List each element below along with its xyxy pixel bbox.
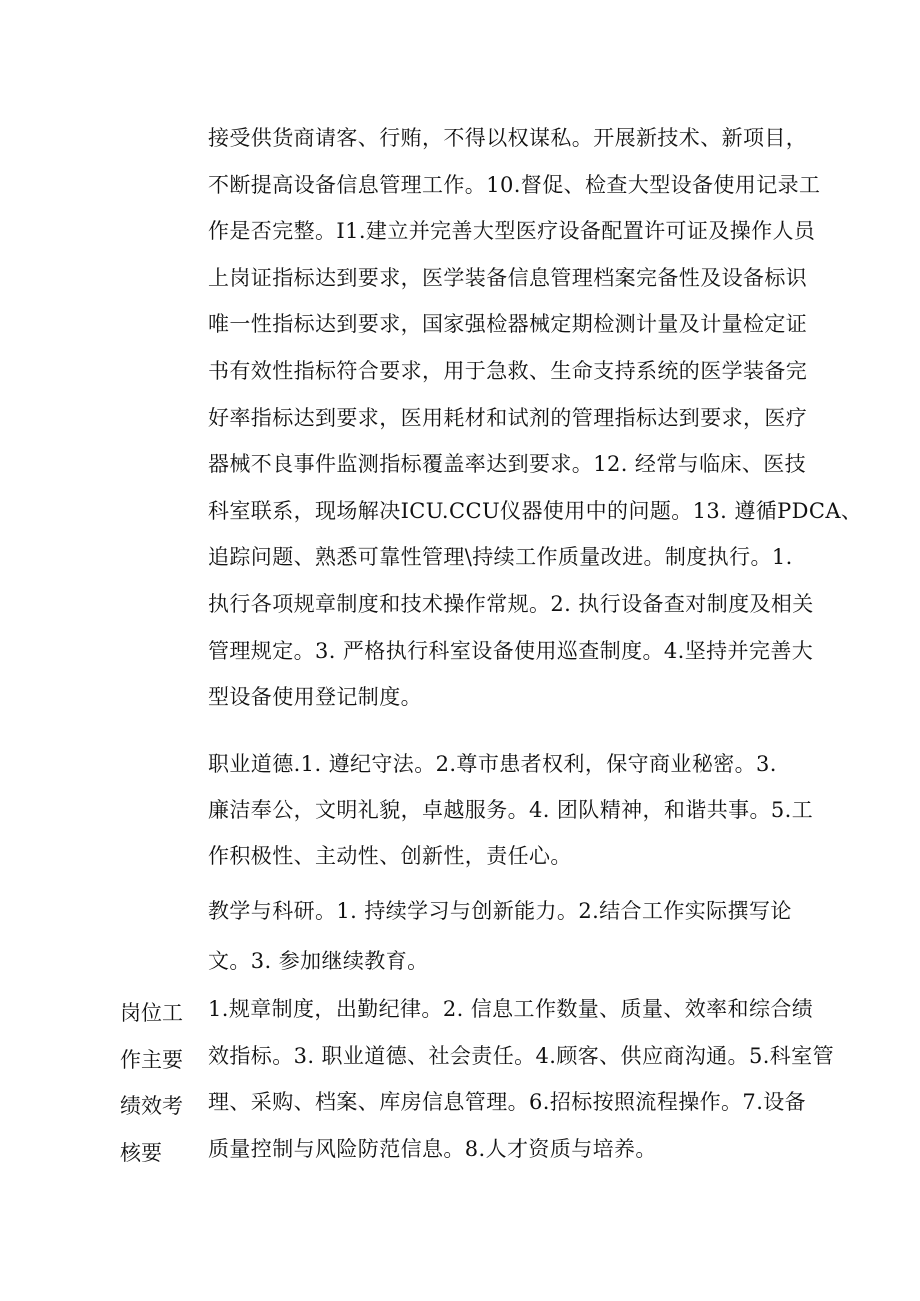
body-line: 书有效性指标符合要求，用于急救、生命支持系统的医学装备完	[208, 358, 808, 383]
body-line: 器械不良事件监测指标覆盖率达到要求。12. 经常与临床、医技	[208, 452, 807, 477]
duties-section	[208, 115, 863, 721]
body-line: 作积极性、主动性、创新性，责任心。	[208, 844, 572, 868]
label-line: 核要	[120, 1140, 162, 1165]
body-line: 效指标。3. 职业道德、社会责任。4.顾客、供应商沟通。5.科室管	[208, 1043, 834, 1068]
body-text: 1.	[771, 545, 793, 570]
body-text: .1. 遵纪守法。2.尊市患者权利，保守商业秘密。3.	[293, 752, 777, 776]
body-line: 管理规定。3. 严格执行科室设备使用巡查制度。4.坚持并完善大	[208, 638, 814, 663]
label-line: 作主要	[120, 1047, 183, 1072]
body-line: 1.规章制度，出勤纪律。2. 信息工作数量、质量、效率和综合绩	[208, 997, 814, 1021]
body-line-with-heading	[208, 534, 818, 581]
performance-row-label	[120, 990, 200, 1176]
ethics-section	[208, 741, 818, 879]
body-line: 质量控制与风险防范信息。8.人才资质与培养。	[208, 1136, 657, 1161]
label-line: 岗位工	[120, 1001, 183, 1025]
body-line: 接受供货商请客、行贿，不得以权谋私。开展新技术、新项目，	[208, 126, 808, 150]
body-line: 作是否完整。I1.建立并完善大型医疗设备配置许可证及操作人员	[208, 219, 816, 244]
body-line: 执行各项规章制度和技术操作常规。2. 执行设备查对制度及相关	[208, 591, 814, 616]
body-line-with-heading	[208, 741, 818, 787]
body-line: 廉洁奉公，文明礼貌，卓越服务。4. 团队精神，和谐共事。5.工	[208, 798, 814, 822]
section-heading-ethics: 职业道德	[208, 752, 294, 776]
section-heading-system-execution: 制度执行。	[664, 545, 772, 570]
label-line: 绩效考	[120, 1094, 183, 1118]
body-line: 科室联系，现场解决ICU.CCU仪器使用中的问题。13. 遵循PDCA、	[208, 498, 863, 523]
body-line: 好率指标达到要求，医用耗材和试剂的管理指标达到要求，医疗	[208, 405, 808, 430]
body-line: 上岗证指标达到要求，医学装备信息管理档案完备性及设备标识	[208, 265, 808, 290]
body-line-with-heading	[208, 886, 818, 936]
body-line: 不断提高设备信息管理工作。10.督促、检查大型设备使用记录工	[208, 172, 821, 197]
performance-section	[208, 986, 834, 1172]
body-text: 追踪问题、熟悉可靠性管理\持续工作质量改进。	[208, 545, 665, 570]
body-text: 1. 持续学习与创新能力。2.结合工作实际撰写论	[336, 899, 792, 923]
body-line: 文。3. 参加继续教育。	[208, 949, 429, 973]
section-heading-teaching: 教学与科研。	[208, 899, 337, 923]
body-line: 型设备使用登记制度。	[208, 685, 422, 710]
body-line: 理、采购、档案、库房信息管理。6.招标按照流程操作。7.设备	[208, 1090, 807, 1114]
body-line: 唯一性指标达到要求，国家强检器械定期检测计量及计量检定证	[208, 312, 808, 337]
teaching-section	[208, 886, 818, 986]
